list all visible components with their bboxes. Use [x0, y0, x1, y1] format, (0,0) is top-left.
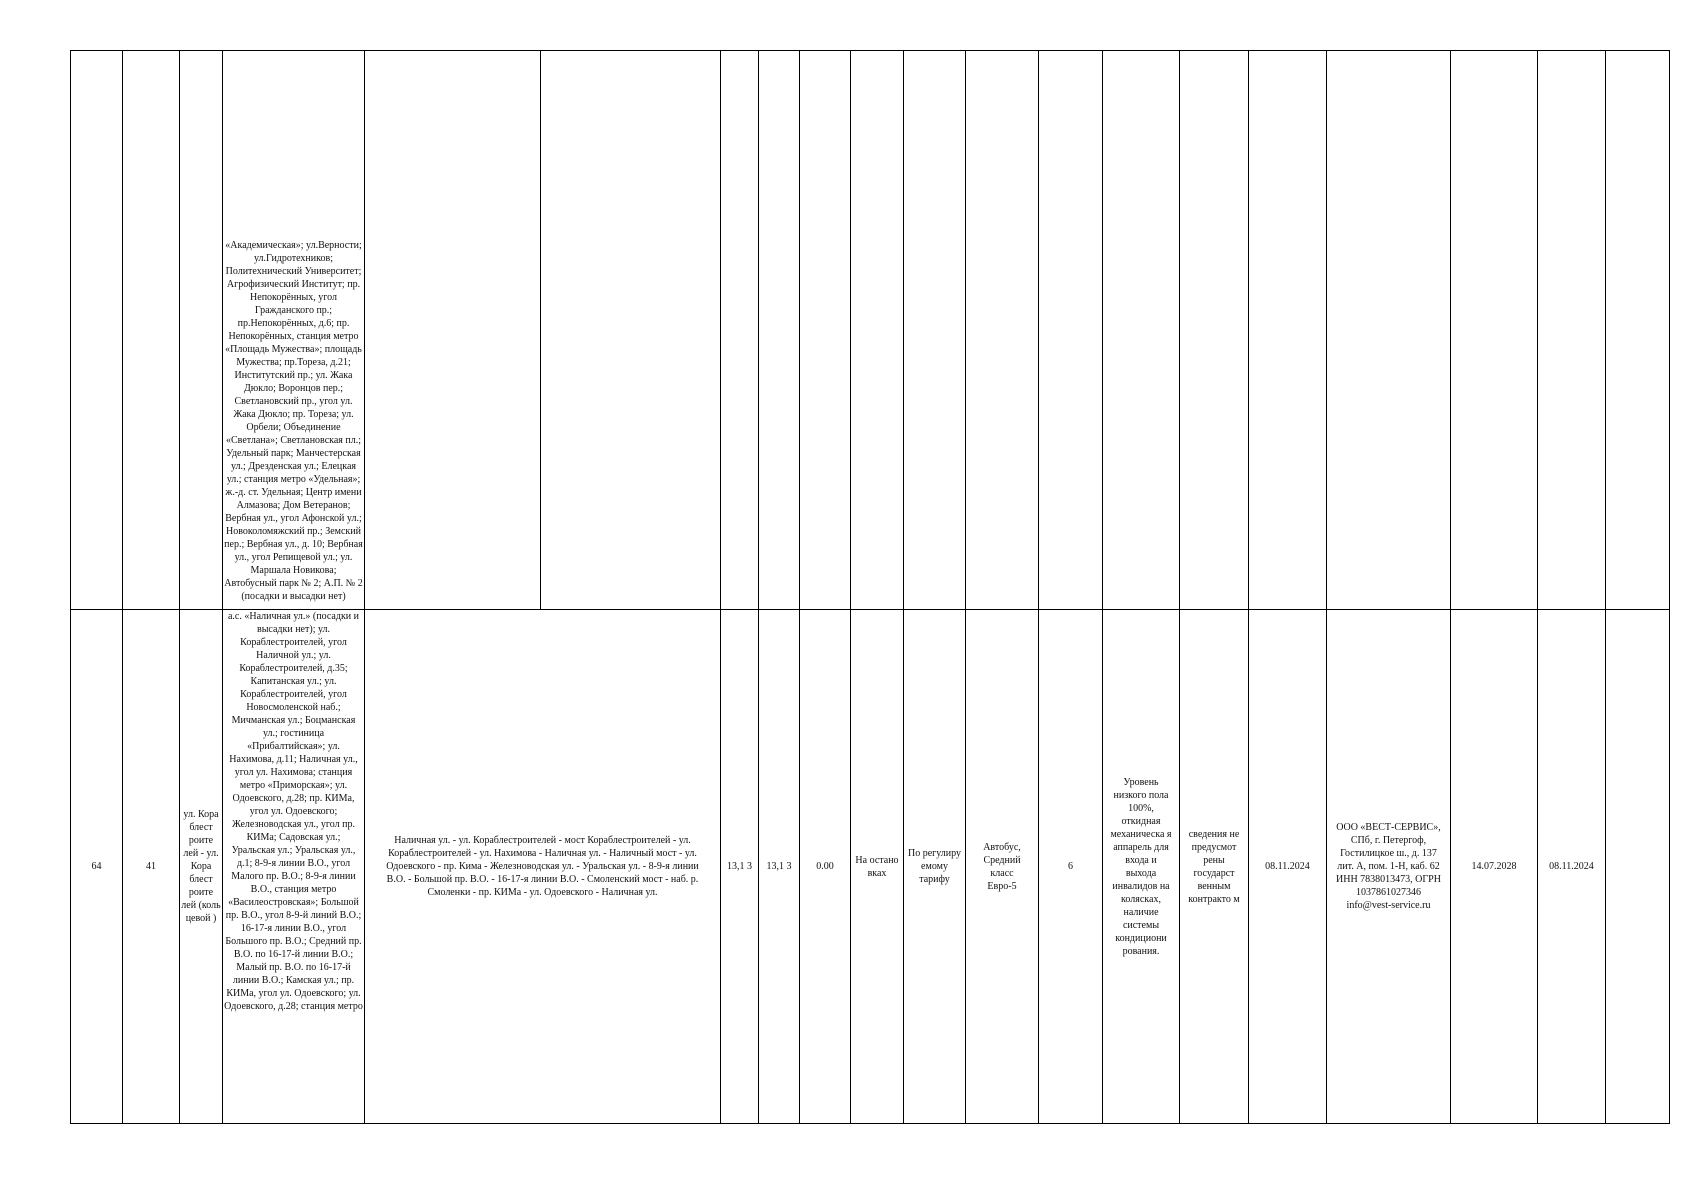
start-date-cell: 08.11.2024 — [1249, 610, 1327, 1124]
streets-cell-part-2 — [541, 51, 721, 610]
tariff-cell: По регулиру емому тарифу — [904, 610, 966, 1124]
date-2-cell: 08.11.2024 — [1538, 610, 1606, 1124]
extra-cell — [1606, 610, 1670, 1124]
quantity-cell: 6 — [1039, 610, 1103, 1124]
stop-mode-cell — [851, 51, 904, 610]
vehicle-cell: Автобус, Средний класс Евро-5 — [966, 610, 1039, 1124]
vehicle-cell — [966, 51, 1039, 610]
length-forward-cell — [721, 51, 759, 610]
table-row — [71, 51, 1670, 610]
stop-mode-cell: На остано вках — [851, 610, 904, 1124]
route-number-cell — [123, 51, 180, 610]
length-forward-cell: 13,1 3 — [721, 610, 759, 1124]
zero-value-cell: 0.00 — [800, 610, 851, 1124]
streets-cell: Наличная ул. - ул. Кораблестроителей - мост Кораблестроителей - ул. Кораблестроителей - ул. Нахимова - Наличная ул. - Наличный мост - ул. Одоевского - пр. Кима - Железноводская ул. - Уральская ул. - 8-9-я линии В.О. - Большой пр. В.О. - 16-17-я линии В.О. - Смоленский мост - наб. р. Смоленки - пр. КИМа - ул. Одоевского - Наличная ул. — [365, 610, 721, 1124]
characteristics-cell: Уровень низкого пола 100%, откидная механическа я аппарель для входа и выхода инвалидов на колясках, наличие системы кондициони рования. — [1103, 610, 1180, 1124]
zero-value-cell — [800, 51, 851, 610]
date-2-cell — [1538, 51, 1606, 610]
length-back-cell — [759, 51, 800, 610]
reg-number-cell: 64 — [71, 610, 123, 1124]
route-number-cell: 41 — [123, 610, 180, 1124]
extra-cell — [1606, 51, 1670, 610]
contract-info-cell — [1180, 51, 1249, 610]
stops-cell: «Академическая»; ул.Верности; ул.Гидротехников; Политехнический Университет; Агрофизический Институт; пр. Непокорённых, угол Гражданского пр.; пр.Непокорённых, д.6; пр. Непокорённых, станция метро «Площадь Мужества»; площадь Мужества; пр.Тореза, д.21; Институтский пр.; ул. Жака Дюкло; Воронцов пер.; Светлановский пр., угол ул. Жака Дюкло; пр. Тореза; ул. Орбели; Объединение «Светлана»; Светлановская пл.; Удельный парк; Манчестерская ул.; Дрезденская ул.; Елецкая ул.; станция метро «Удельная»; ж.-д. ст. Удельная; Центр имени Алмазова; Дом Ветеранов; Вербная ул., угол Афонской ул.; Новоколомяжский пр.; Земский пер.; Вербная ул., д. 10; Вербная ул., угол Репищевой ул.; ул. Маршала Новикова; Автобусный парк № 2; А.П. № 2 (посадки и высадки нет) — [223, 51, 365, 610]
stops-cell: а.с. «Наличная ул.» (посадки и высадки нет); ул. Кораблестроителей, угол Наличной ул.; ул. Кораблестроителей, д.35; Капитанская ул.; ул. Кораблестроителей, угол Новосмоленской наб.; Мичманская ул.; Боцманская ул.; гостиница «Прибалтийская»; ул. Нахимова, д.11; Наличная ул., угол ул. Нахимова; станция метро «Приморская»; ул. Одоевского, д.28; пр. КИМа, угол ул. Одоевского; Железноводская ул., угол пр. КИМа; Садовская ул.; Уральская ул.; Уральская ул., д.1; 8-9-я линии В.О., угол Малого пр. В.О.; 8-9-я линии В.О., станция метро «Василеостровская»; Большой пр. В.О., угол 8-9-й линий В.О.; 16-17-я линии В.О., угол Большого пр. В.О.; Средний пр. В.О. по 16-17-й линии В.О.; Малый пр. В.О. по 16-17-й линии В.О.; Камская ул.; пр. КИМа, угол ул. Одоевского; ул. Одоевского, д.28; станция метро — [223, 610, 365, 1124]
carrier-cell: ООО «ВЕСТ-СЕРВИС», СПб, г. Петергоф, Гостилицкое ш., д. 137 лит. А, пом. 1-Н, каб. 62 ИНН 7838013473, ОГРН 1037861027346 info@vest-service.ru — [1327, 610, 1451, 1124]
carrier-cell — [1327, 51, 1451, 610]
quantity-cell — [1039, 51, 1103, 610]
length-back-cell: 13,1 3 — [759, 610, 800, 1124]
route-name-cell — [180, 51, 223, 610]
start-date-cell — [1249, 51, 1327, 610]
reg-number-cell — [71, 51, 123, 610]
streets-cell-part-1 — [365, 51, 541, 610]
tariff-cell — [904, 51, 966, 610]
contract-info-cell: сведения не предусмот рены государст венным контракто м — [1180, 610, 1249, 1124]
table-row — [71, 610, 1670, 1124]
end-date-cell: 14.07.2028 — [1451, 610, 1538, 1124]
characteristics-cell — [1103, 51, 1180, 610]
routes-table — [70, 50, 1670, 1124]
end-date-cell — [1451, 51, 1538, 610]
route-name-cell: ул. Кора блест роите лей - ул. Кора блест роите лей (коль цевой ) — [180, 610, 223, 1124]
